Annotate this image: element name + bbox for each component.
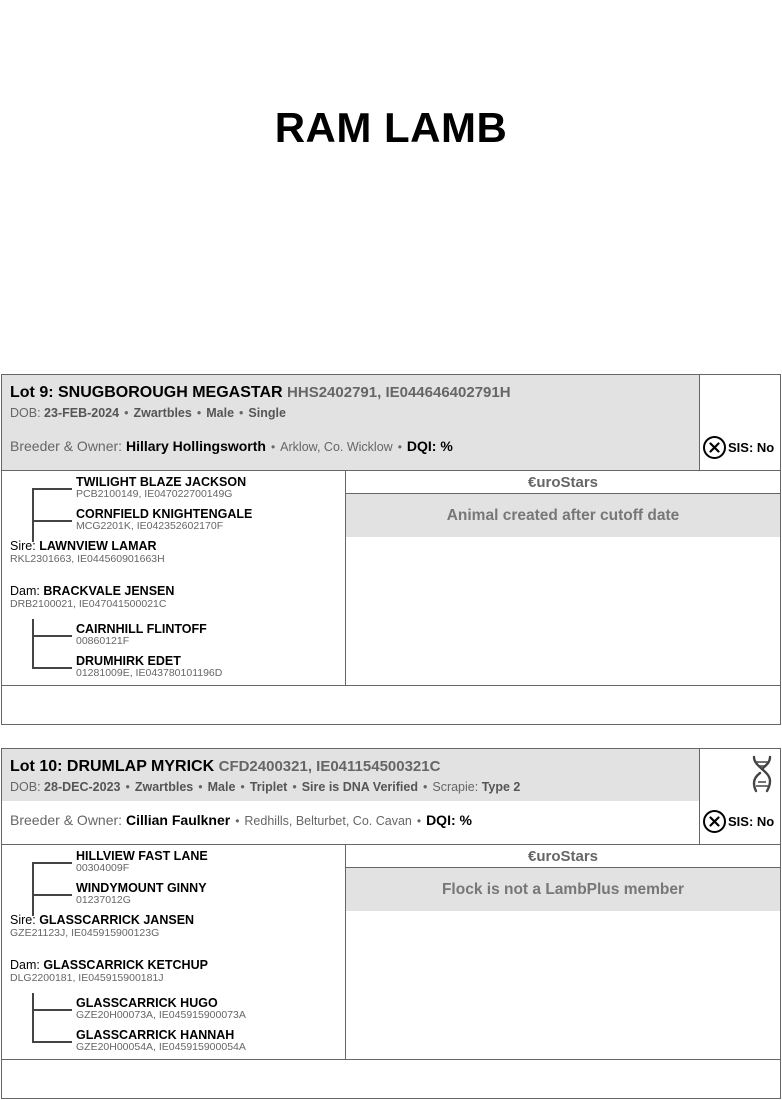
lot-title	[10, 758, 440, 776]
sex-value: Male	[207, 780, 236, 794]
sire-id: RKL2301663, IE044560901663H	[10, 553, 165, 565]
dam-name	[10, 584, 174, 598]
sire-name	[10, 539, 157, 553]
dam-sire-name: CAIRNHILL FLINTOFF	[76, 622, 207, 636]
breeder-location: Arklow, Co. Wicklow	[280, 440, 393, 454]
dam-label: Dam:	[10, 584, 40, 598]
lot-tags: HHS2402791, IE044646402791H	[287, 384, 511, 401]
dam-name-value: GLASSCARRICK KETCHUP	[43, 958, 208, 972]
sire-sire-id: PCB2100149, IE047022700149G	[76, 488, 233, 500]
sis-label: SIS: No	[728, 440, 775, 455]
eurostars-message: Animal created after cutoff date	[346, 494, 780, 537]
lot-tags: CFD2400321, IE041154500321C	[218, 758, 441, 775]
breeder-name: Hillary Hollingsworth	[125, 438, 266, 454]
dna-icon	[750, 755, 774, 798]
lot-footer	[2, 686, 780, 724]
dqi-value: DQI: %	[426, 812, 472, 828]
sire-sire-name: HILLVIEW FAST LANE	[76, 849, 208, 863]
pedigree-panel	[2, 471, 346, 686]
dqi-value: DQI: %	[406, 438, 453, 454]
sire-label: Sire:	[10, 913, 36, 927]
close-circle-icon	[703, 810, 726, 833]
breed-value: Zwartbles	[133, 406, 192, 420]
sire-name-value: GLASSCARRICK JANSEN	[39, 913, 195, 927]
dob-value: 23-FEB-2024	[44, 406, 120, 420]
sire-sire-name: TWILIGHT BLAZE JACKSON	[76, 475, 247, 489]
sire-label: Sire:	[10, 539, 36, 553]
sis-box	[699, 375, 780, 471]
pedigree-panel	[2, 845, 346, 1060]
sis-status	[703, 436, 774, 459]
sire-name	[10, 913, 194, 927]
dam-id: DRB2100021, IE047041500021C	[10, 598, 167, 610]
sis-box	[699, 749, 780, 845]
dam-label: Dam:	[10, 958, 40, 972]
lot-name: Lot 9: SNUGBOROUGH MEGASTAR	[10, 384, 283, 401]
lot-info-line: DOB: 23-FEB-2024 • Zwartbles • Male • Single	[10, 406, 286, 420]
breeder-line: Breeder & Owner: Hillary Hollingsworth • Arklow, Co. Wicklow • DQI: %	[10, 438, 453, 454]
eurostars-message: Flock is not a LambPlus member	[346, 868, 780, 911]
dam-dam-id: 01281009E, IE043780101196D	[76, 667, 223, 679]
breeder-line: Breeder & Owner: Cillian Faulkner • Redhills, Belturbet, Co. Cavan • DQI: %	[10, 812, 472, 828]
sire-dam-id: 01237012G	[76, 894, 131, 906]
dam-dam-name: DRUMHIRK EDET	[76, 654, 181, 668]
lot-footer	[2, 1060, 780, 1098]
birth-type-value: Triplet	[249, 780, 288, 794]
breeder-name: Cillian Faulkner	[125, 812, 231, 828]
dob-label: DOB:	[10, 406, 41, 420]
close-circle-icon	[703, 436, 726, 459]
lot-name: Lot 10: DRUMLAP MYRICK	[10, 758, 215, 775]
lot-header	[2, 749, 700, 845]
lot-card-10	[1, 748, 781, 1099]
breed-value: Zwartbles	[134, 780, 194, 794]
dam-sire-name: GLASSCARRICK HUGO	[76, 996, 218, 1010]
sire-sire-id: 00304009F	[76, 862, 130, 874]
scrapie-value: Type 2	[481, 780, 521, 794]
sis-label: SIS: No	[728, 814, 775, 829]
sis-status	[703, 810, 774, 833]
dna-verified: Sire is DNA Verified	[301, 780, 418, 794]
sex-value: Male	[206, 406, 235, 420]
sire-dam-name: WINDYMOUNT GINNY	[76, 881, 207, 895]
lot-info-line: DOB: 28-DEC-2023 • Zwartbles • Male • Triplet • Sire is DNA Verified • Scrapie: Type 2	[10, 780, 521, 794]
scrapie-label: Scrapie:	[432, 780, 479, 794]
sire-id: GZE21123J, IE045915900123G	[10, 927, 160, 939]
sire-dam-name: CORNFIELD KNIGHTENGALE	[76, 507, 253, 521]
birth-type-value: Single	[248, 406, 286, 420]
dam-sire-id: GZE20H00073A, IE045915900073A	[76, 1009, 246, 1021]
breeder-label: Breeder & Owner:	[10, 438, 123, 454]
dam-name	[10, 958, 208, 972]
page-title: RAM LAMB	[274, 104, 508, 151]
eurostars-panel	[346, 845, 780, 1060]
dam-name-value: BRACKVALE JENSEN	[43, 584, 175, 598]
eurostars-title: €uroStars	[346, 471, 780, 494]
lot-card-9	[1, 374, 781, 725]
lot-header	[2, 375, 700, 471]
breeder-label: Breeder & Owner:	[10, 812, 123, 828]
dob-label: DOB:	[10, 780, 41, 794]
sire-name-value: LAWNVIEW LAMAR	[39, 539, 157, 553]
breeder-location: Redhills, Belturbet, Co. Cavan	[244, 814, 412, 828]
dob-value: 28-DEC-2023	[44, 780, 121, 794]
dam-id: DLG2200181, IE045915900181J	[10, 972, 164, 984]
eurostars-title: €uroStars	[346, 845, 780, 868]
lot-title	[10, 384, 511, 402]
sire-dam-id: MCG2201K, IE042352602170F	[76, 520, 224, 532]
eurostars-panel	[346, 471, 780, 686]
dam-dam-id: GZE20H00054A, IE045915900054A	[76, 1041, 246, 1053]
dam-dam-name: GLASSCARRICK HANNAH	[76, 1028, 235, 1042]
dam-sire-id: 00860121F	[76, 635, 130, 647]
